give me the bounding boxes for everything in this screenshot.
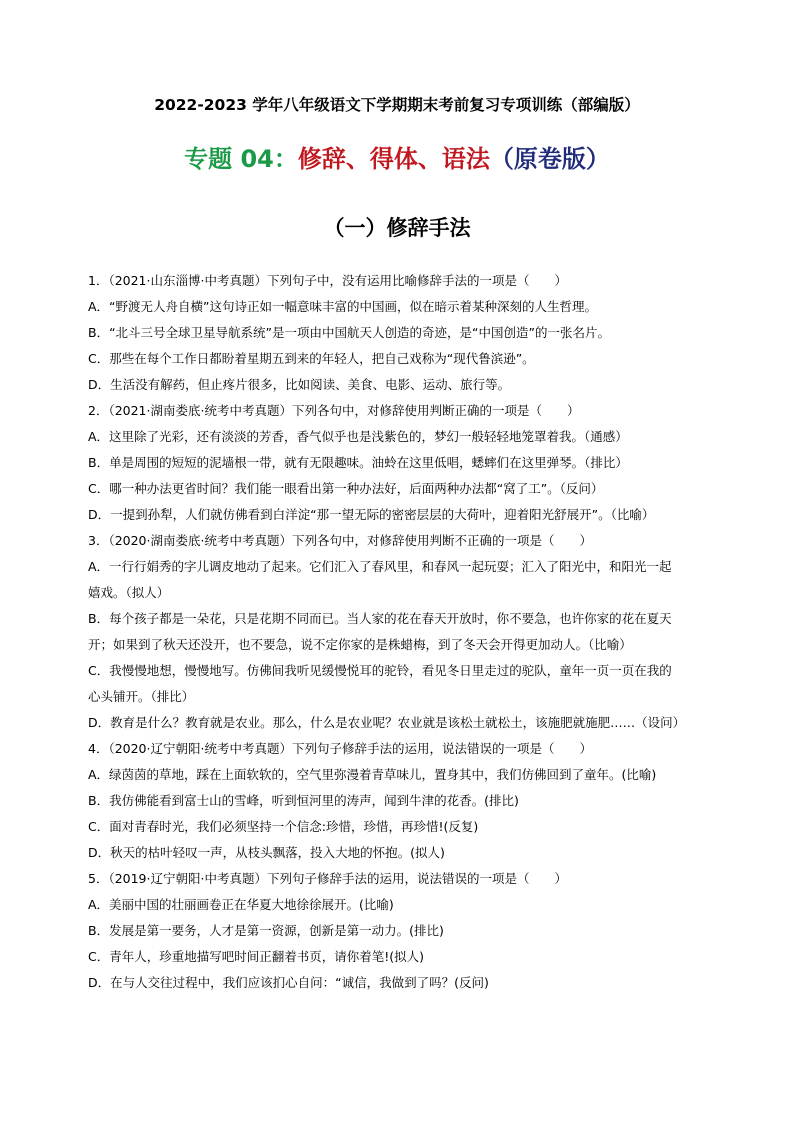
- option-text: C．那些在每个工作日都盼着星期五到来的年轻人，把自己戏称为“现代鲁滨逊”。: [88, 351, 535, 366]
- option-text: B．我仿佛能看到富士山的雪峰，听到恒河里的涛声，闻到牛津的花香。(排比): [88, 793, 519, 808]
- question-stem: 5．（2019·辽宁朝阳·中考真题）下列句子修辞手法的运用，说法错误的一项是（ ）: [88, 871, 567, 886]
- option-c: [88, 476, 720, 502]
- question-stem: 2．（2021·湖南娄底·统考中考真题）下列各句中，对修辞使用判断正确的一项是（ ）: [88, 403, 580, 418]
- option-text: C．我慢慢地想，慢慢地写。仿佛间我听见缓慢悦耳的驼铃，看见冬日里走过的驼队，童年一页一页在我的: [88, 663, 672, 678]
- option-d: [88, 502, 720, 528]
- option-b: [88, 606, 720, 658]
- option-a: [88, 762, 720, 788]
- option-text: A．一行行娟秀的字儿调皮地动了起来。它们汇入了春风里，和春风一起玩耍；汇入了阳光中，和阳光一起: [88, 559, 672, 574]
- document-header: 2022-2023 学年八年级语文下学期期末考前复习专项训练（部编版）: [154, 96, 640, 114]
- option-d: [88, 970, 720, 996]
- option-text: D．一提到孙犁，人们就仿佛看到白洋淀“那一望无际的密密层层的大荷叶，迎着阳光舒展开”。（比喻）: [88, 507, 655, 522]
- option-c: [88, 944, 720, 970]
- option-text: C．哪一种办法更省时间？我们能一眼看出第一种办法好，后面两种办法都“窝了工”。（反问）: [88, 481, 604, 496]
- option-a: [88, 892, 720, 918]
- option-text: A．这里除了光彩，还有淡淡的芳香，香气似乎也是浅紫色的，梦幻一般轻轻地笼罩着我。（通感）: [88, 429, 628, 444]
- option-text: B．单是周围的短短的泥墙根一带，就有无限趣味。油蛉在这里低唱，蟋蟀们在这里弹琴。（排比）: [88, 455, 628, 470]
- option-text: C．青年人，珍重地描写吧时间正翻着书页，请你着笔!(拟人): [88, 949, 424, 964]
- question-stem: 4．（2020·辽宁朝阳·统考中考真题）下列句子修辞手法的运用，说法错误的一项是（ ）: [88, 741, 592, 756]
- question: [88, 866, 720, 996]
- option-text: B．每个孩子都是一朵花，只是花期不同而已。当人家的花在春天开放时，你不要急，也许你家的花在夏天: [88, 611, 672, 626]
- option-text: B．发展是第一要务，人才是第一资源，创新是第一动力。(排比): [88, 923, 444, 938]
- option-text: A．美丽中国的壮丽画卷正在华夏大地徐徐展开。(比喻): [88, 897, 394, 912]
- option-text-continued: 嬉戏。（拟人）: [88, 585, 170, 600]
- option-b: [88, 918, 720, 944]
- topic-edition: （原卷版）: [489, 145, 610, 173]
- option-a: [88, 294, 720, 320]
- question-stem: 3．（2020·湖南娄底·统考中考真题）下列各句中，对修辞使用判断不正确的一项是（ ）: [88, 533, 592, 548]
- option-c: [88, 658, 720, 710]
- option-d: [88, 372, 720, 398]
- option-c: [88, 346, 720, 372]
- option-text: A．绿茵茵的草地，踩在上面软软的，空气里弥漫着青草味儿，置身其中，我们仿佛回到了童年。(比喻): [88, 767, 657, 782]
- option-b: [88, 450, 720, 476]
- question: [88, 398, 720, 528]
- option-text: D．秋天的枯叶轻叹一声，从枝头飘落，投入大地的怀抱。(拟人): [88, 845, 445, 860]
- topic-title: [0, 142, 794, 176]
- option-d: [88, 710, 720, 736]
- section-heading: （一）修辞手法: [323, 216, 471, 240]
- option-b: [88, 788, 720, 814]
- topic-name: 修辞、得体、语法: [297, 145, 490, 173]
- option-c: [88, 814, 720, 840]
- option-text: D．在与人交往过程中，我们应该扪心自问：“诚信，我做到了吗？(反问): [88, 975, 489, 990]
- option-b: [88, 320, 720, 346]
- option-a: [88, 424, 720, 450]
- option-text: D．生活没有解药，但止疼片很多，比如阅读、美食、电影、运动、旅行等。: [88, 377, 511, 392]
- option-text: A．“野渡无人舟自横”这句诗正如一幅意味丰富的中国画，似在暗示着某种深刻的人生哲理。: [88, 299, 598, 314]
- option-text-continued: 心头铺开。（排比）: [88, 689, 195, 704]
- option-text-continued: 开；如果到了秋天还没开，也不要急，说不定你家的是株蜡梅，到了冬天会开得更加动人。（比喻）: [88, 637, 632, 652]
- question: [88, 736, 720, 866]
- option-d: [88, 840, 720, 866]
- option-text: C．面对青春时光，我们必须坚持一个信念:珍惜，珍惜，再珍惜!(反复): [88, 819, 479, 834]
- question: [88, 268, 720, 398]
- question: [88, 528, 720, 736]
- option-text: B．“北斗三号全球卫星导航系统”是一项由中国航天人创造的奇迹，是“中国创造”的一张名片。: [88, 325, 610, 340]
- option-text: D．教育是什么？教育就是农业。那么，什么是农业呢？农业就是该松土就松土，该施肥就施肥……（设问）: [88, 715, 686, 730]
- option-a: [88, 554, 720, 606]
- question-list: [88, 268, 720, 996]
- topic-prefix: 专题 04：: [184, 145, 298, 173]
- question-stem: 1．（2021·山东淄博·中考真题）下列句子中，没有运用比喻修辞手法的一项是（ ）: [88, 273, 567, 288]
